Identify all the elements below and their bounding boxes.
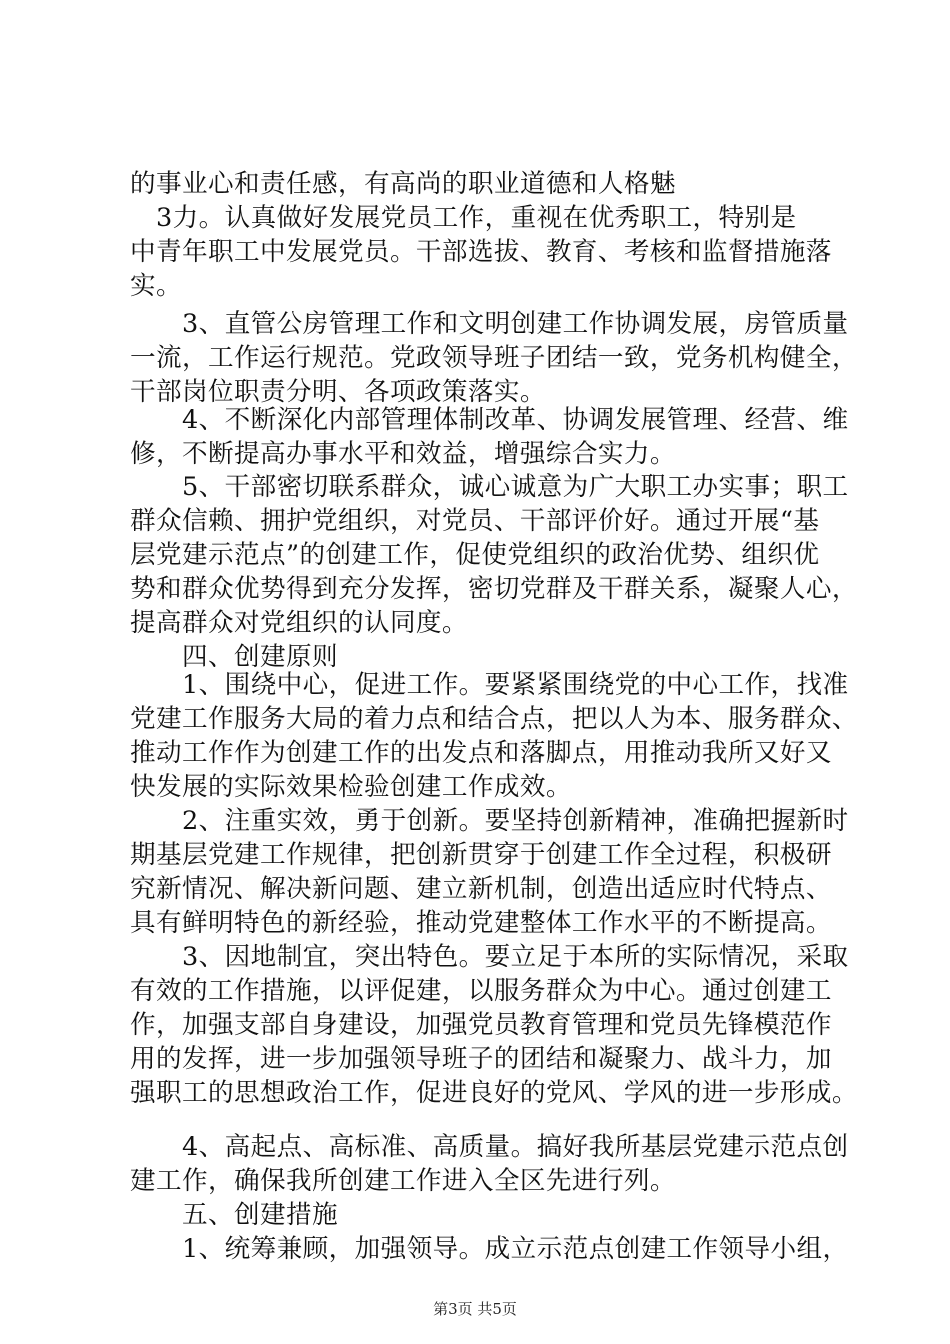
text-line: 中青年职工中发展党员。干部选拔、教育、考核和监督措施落 — [130, 237, 832, 267]
text-line: 推动工作作为创建工作的出发点和落脚点，用推动我所又好又 — [130, 738, 832, 768]
text-line: 干部岗位职责分明、各项政策落实。 — [130, 377, 546, 407]
page-footer: 第3页 共5页 — [433, 1300, 517, 1318]
text-line: 党建工作服务大局的着力点和结合点，把以人为本、服务群众、 — [130, 704, 858, 734]
text-line: 提高群众对党组织的认同度。 — [130, 608, 468, 638]
text-line: 强职工的思想政治工作，促进良好的党风、学风的进一步形成。 — [130, 1078, 858, 1108]
text-line: 快发展的实际效果检验创建工作成效。 — [130, 772, 572, 802]
text-line: 作，加强支部自身建设，加强党员教育管理和党员先锋模范作 — [130, 1010, 832, 1040]
text-line: 层党建示范点”的创建工作，促使党组织的政治优势、组织优 — [130, 540, 820, 570]
text-line: 3、直管公房管理工作和文明创建工作协调发展，房管质量 — [130, 309, 849, 339]
text-line: 5、干部密切联系群众，诚心诚意为广大职工办实事；职工 — [130, 472, 849, 502]
text-line: 实。 — [130, 271, 182, 301]
text-line: 势和群众优势得到充分发挥，密切党群及干群关系，凝聚人心， — [130, 574, 858, 604]
text-line: 有效的工作措施，以评促建，以服务群众为中心。通过创建工 — [130, 976, 832, 1006]
text-line: 究新情况、解决新问题、建立新机制，创造出适应时代特点、 — [130, 874, 832, 904]
text-line: 1、统筹兼顾，加强领导。成立示范点创建工作领导小组， — [130, 1234, 849, 1264]
text-line: 期基层党建工作规律，把创新贯穿于创建工作全过程，积极研 — [130, 840, 832, 870]
text-line: 五、创建措施 — [130, 1200, 338, 1230]
text-line: 4、不断深化内部管理体制改革、协调发展管理、经营、维 — [130, 405, 849, 435]
text-line: 4、高起点、高标准、高质量。搞好我所基层党建示范点创 — [130, 1132, 849, 1162]
text-line: 群众信赖、拥护党组织，对党员、干部评价好。通过开展“基 — [130, 506, 820, 536]
text-line: 3力。认真做好发展党员工作，重视在优秀职工，特别是 — [130, 203, 797, 233]
text-line: 3、因地制宜，突出特色。要立足于本所的实际情况，采取 — [130, 942, 849, 972]
text-line: 用的发挥，进一步加强领导班子的团结和凝聚力、战斗力，加 — [130, 1044, 832, 1074]
text-line: 具有鲜明特色的新经验，推动党建整体工作水平的不断提高。 — [130, 908, 832, 938]
text-line: 的事业心和责任感，有高尚的职业道德和人格魅 — [130, 169, 676, 199]
text-line: 建工作，确保我所创建工作进入全区先进行列。 — [130, 1166, 676, 1196]
text-line: 一流，工作运行规范。党政领导班子团结一致，党务机构健全， — [130, 343, 858, 373]
text-line: 2、注重实效，勇于创新。要坚持创新精神，准确把握新时 — [130, 806, 849, 836]
text-line: 1、围绕中心，促进工作。要紧紧围绕党的中心工作，找准 — [130, 670, 849, 700]
text-line: 修，不断提高办事水平和效益，增强综合实力。 — [130, 439, 676, 469]
text-line: 四、创建原则 — [130, 642, 338, 672]
